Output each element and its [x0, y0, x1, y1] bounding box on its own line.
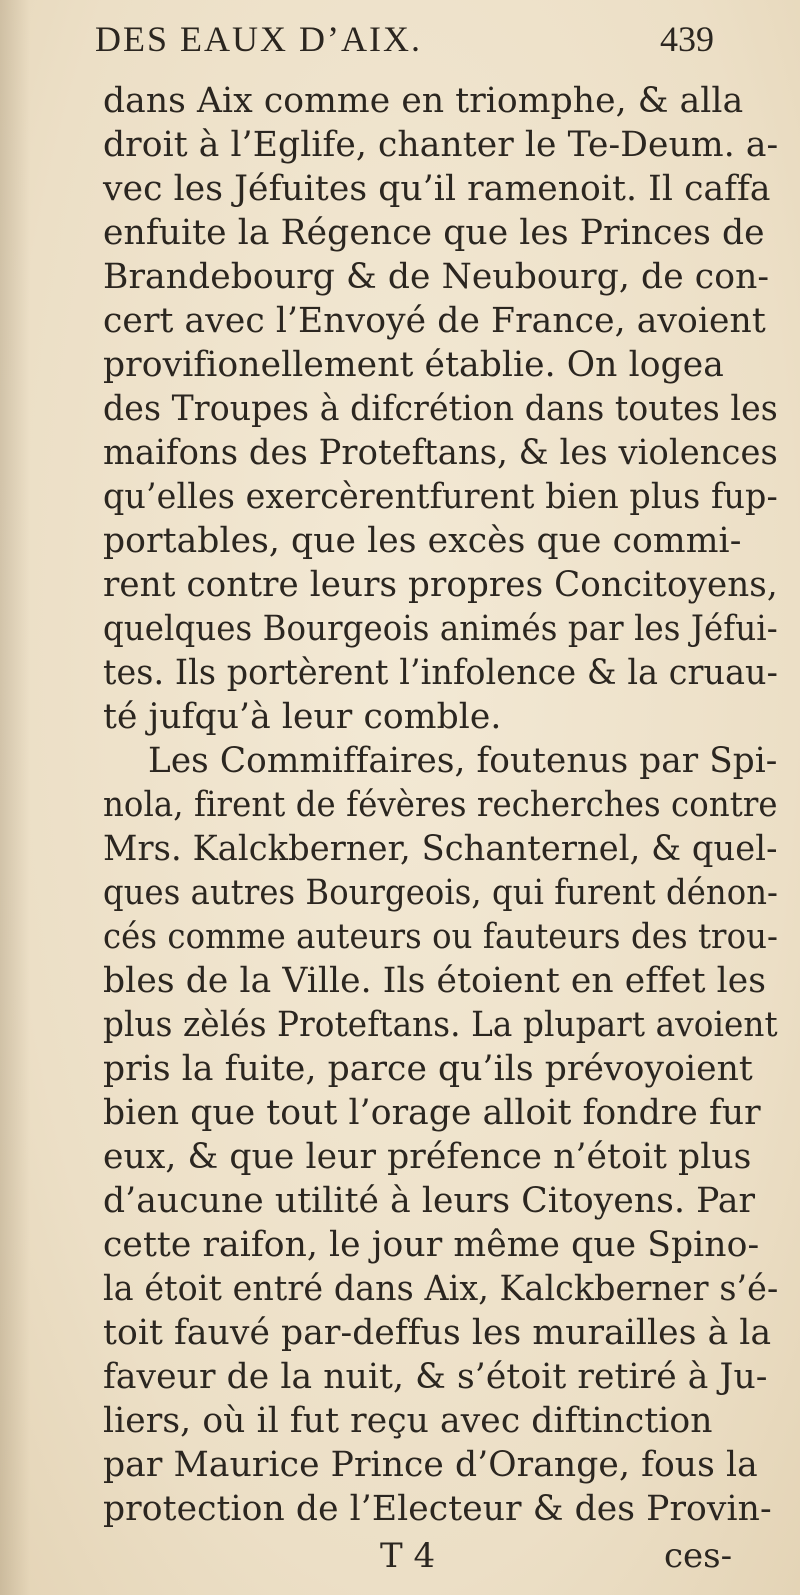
text-line: cés comme auteurs ou fauteurs des trou-	[103, 917, 779, 957]
text-line: droit à l’Eglife, chanter le Te-Deum. a-	[103, 125, 779, 165]
text-line: dans Aix comme en triomphe, & alla	[103, 81, 744, 121]
text-line: nola, firent de févères recherches contre	[103, 785, 778, 825]
page-number: 439	[660, 19, 714, 59]
page-gutter-shadow	[0, 0, 30, 1595]
text-line: quelques Bourgeois animés par les Jéfui-	[103, 609, 778, 649]
signature-mark: T 4	[380, 1536, 436, 1576]
text-line: des Troupes à difcrétion dans toutes les	[103, 389, 778, 429]
text-line: faveur de la nuit, & s’étoit retiré à Ju-	[103, 1357, 768, 1397]
catchword: ces-	[664, 1536, 733, 1576]
text-line: bles de la Ville. Ils étoient en effet les	[103, 961, 767, 1001]
text-line: tes. Ils portèrent l’infolence & la cruau-	[103, 653, 778, 693]
text-line: toit fauvé par-deffus les murailles à la	[103, 1313, 772, 1353]
text-line: plus zèlés Proteftans. La plupart avoient	[103, 1005, 778, 1045]
text-line: maifons des Proteftans, & les violences	[103, 433, 778, 473]
text-line: pris la fuite, parce qu’ils prévoyoient	[103, 1049, 753, 1089]
text-line: rent contre leurs propres Concitoyens,	[103, 565, 778, 605]
page-header	[0, 18, 800, 68]
text-line: Mrs. Kalckberner, Schanternel, & quel-	[103, 829, 778, 869]
text-line: bien que tout l’orage alloit fondre fur	[103, 1093, 761, 1133]
text-line: liers, où il fut reçu avec diftinction	[103, 1401, 713, 1441]
text-line: portables, que les excès que commi-	[103, 521, 742, 561]
text-line: par Maurice Prince d’Orange, fous la	[103, 1445, 758, 1485]
text-line: cette raifon, le jour même que Spino-	[103, 1225, 760, 1265]
text-line: d’aucune utilité à leurs Citoyens. Par	[103, 1181, 756, 1221]
running-title: DES EAUX D’AIX.	[95, 19, 422, 59]
text-line: qu’elles exercèrentfurent bien plus fup-	[103, 477, 778, 517]
text-line: protection de l’Electeur & des Provin-	[103, 1489, 772, 1529]
text-line: vec les Jéfuites qu’il ramenoit. Il caffa	[103, 169, 771, 209]
text-line: enfuite la Régence que les Princes de	[103, 213, 765, 253]
text-line: la étoit entré dans Aix, Kalckberner s’é-	[103, 1269, 779, 1309]
text-line: té jufqu’à leur comble.	[103, 697, 502, 737]
text-line: ques autres Bourgeois, qui furent dénon-	[103, 873, 779, 913]
text-line: Brandebourg & de Neubourg, de con-	[103, 257, 770, 297]
text-line: eux, & que leur préfence n’étoit plus	[103, 1137, 752, 1177]
text-line: provifionellement établie. On logea	[103, 345, 724, 385]
text-line: cert avec l’Envoyé de France, avoient	[103, 301, 766, 341]
text-line: Les Commiffaires, foutenus par Spi-	[148, 741, 778, 781]
